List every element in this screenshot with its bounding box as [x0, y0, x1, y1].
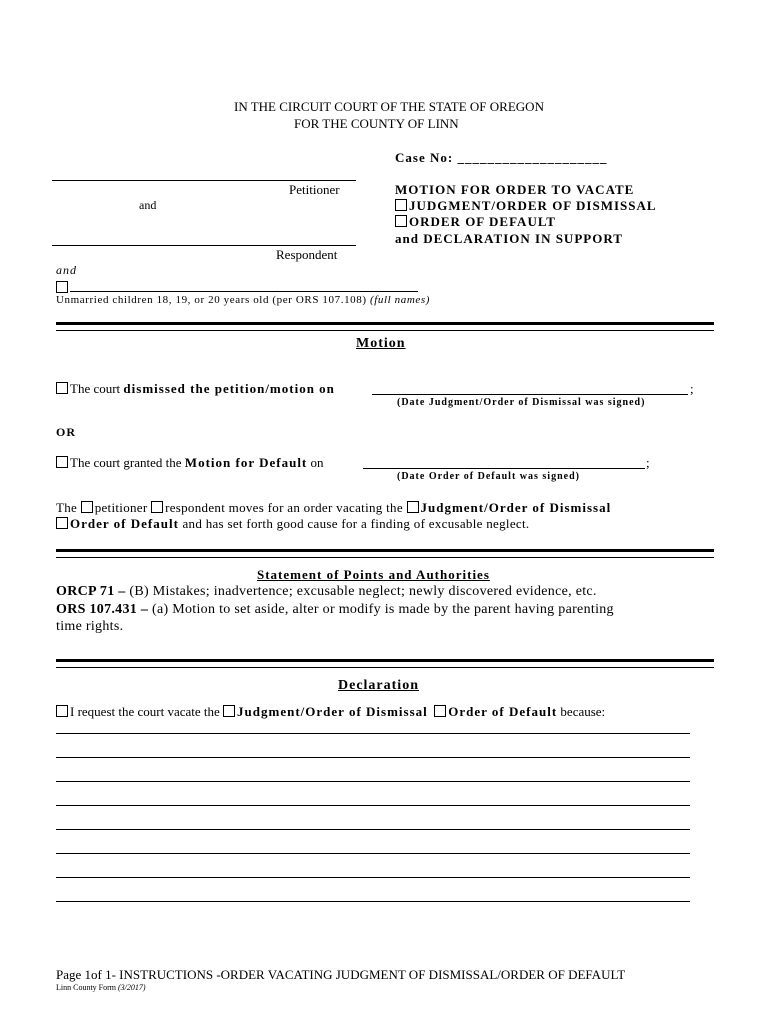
respondent-checkbox[interactable]	[151, 501, 163, 513]
petitioner-name-line[interactable]	[52, 180, 356, 181]
ors-citation-cont: time rights.	[56, 619, 124, 634]
checkbox-icon	[395, 199, 407, 211]
declaration-request: I request the court vacate the Judgment/Order of Dismissal Order of Default because:	[56, 704, 605, 720]
footer-form-line: Linn County Form (3/2017)	[56, 983, 146, 992]
title-line1: MOTION FOR ORDER TO VACATE	[395, 182, 635, 197]
court-name-line2: FOR THE COUNTY OF LINN	[294, 116, 459, 131]
checkbox-icon	[56, 382, 68, 394]
judgment-checkbox[interactable]	[407, 501, 419, 513]
dismissal-date-caption: (Date Judgment/Order of Dismissal was signed)	[397, 397, 646, 408]
respondent-name-line[interactable]	[52, 245, 356, 246]
case-number-blank: ____________________	[457, 150, 608, 165]
checkbox-icon	[56, 281, 68, 293]
moves-line2: Order of Default and has set forth good cause for a finding of excusable neglect.	[56, 516, 529, 532]
and-separator-1: and	[139, 198, 157, 212]
motion-heading: Motion	[356, 336, 406, 351]
declaration-heading: Declaration	[338, 678, 419, 693]
declaration-line[interactable]	[56, 733, 690, 734]
default-date-caption: (Date Order of Default was signed)	[397, 471, 580, 482]
petitioner-checkbox[interactable]	[81, 501, 93, 513]
decl-default-checkbox[interactable]	[434, 705, 446, 717]
section-divider	[56, 322, 714, 331]
default-option[interactable]: The court granted the Motion for Default on	[56, 455, 324, 471]
dismissal-semicolon: ;	[690, 381, 694, 396]
dismissal-option[interactable]: The court dismissed the petition/motion on	[56, 381, 335, 397]
declaration-line[interactable]	[56, 781, 690, 782]
checkbox-icon	[395, 215, 407, 227]
declaration-line[interactable]	[56, 901, 690, 902]
children-names-line[interactable]	[70, 291, 418, 292]
decl-judgment-checkbox[interactable]	[223, 705, 235, 717]
footer-page-line: Page 1of 1- INSTRUCTIONS -ORDER VACATING JUDGMENT OF DISMISSAL/ORDER OF DEFAULT	[56, 967, 626, 982]
court-name-line1: IN THE CIRCUIT COURT OF THE STATE OF OREGON	[234, 99, 544, 114]
petitioner-label: Petitioner	[289, 182, 340, 197]
default-date-line[interactable]	[363, 468, 645, 469]
checkbox-icon	[56, 456, 68, 468]
children-note: Unmarried children 18, 19, or 20 years old (per ORS 107.108) (full names)	[56, 294, 431, 306]
and-separator-2: and	[56, 263, 77, 277]
declaration-line[interactable]	[56, 853, 690, 854]
declaration-line[interactable]	[56, 757, 690, 758]
authorities-heading: Statement of Points and Authorities	[257, 567, 490, 582]
case-number-label: Case No:	[395, 150, 454, 165]
ors-citation: ORS 107.431 – (a) Motion to set aside, alter or modify is made by the parent having parenting	[56, 602, 614, 617]
order-default-checkbox[interactable]	[56, 517, 68, 529]
moves-line1: The petitioner respondent moves for an order vacating the Judgment/Order of Dismissal	[56, 500, 612, 515]
title-judgment-option[interactable]: JUDGMENT/ORDER OF DISMISSAL	[395, 198, 657, 214]
case-number-field[interactable]	[395, 150, 607, 166]
respondent-label: Respondent	[276, 247, 338, 262]
title-line4: and DECLARATION IN SUPPORT	[395, 231, 623, 246]
request-checkbox[interactable]	[56, 705, 68, 717]
declaration-line[interactable]	[56, 877, 690, 878]
dismissal-date-line[interactable]	[372, 394, 688, 395]
default-semicolon: ;	[646, 455, 650, 470]
or-separator: OR	[56, 425, 76, 439]
declaration-line[interactable]	[56, 829, 690, 830]
title-default-option[interactable]: ORDER OF DEFAULT	[395, 214, 556, 230]
section-divider	[56, 549, 714, 558]
orcp-citation: ORCP 71 – (B) Mistakes; inadvertence; excusable neglect; newly discovered evidence, etc.	[56, 584, 597, 599]
section-divider	[56, 659, 714, 668]
declaration-line[interactable]	[56, 805, 690, 806]
